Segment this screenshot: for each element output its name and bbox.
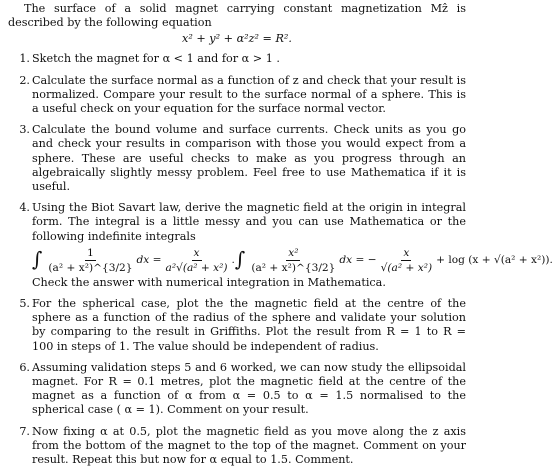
question-text: Using the Biot Savart law, derive the magnetic field at the origin in integral form. The integral is a little messy and you can use Mathematica or the following indefinite integrals — [32, 201, 466, 243]
differential: dx — [339, 254, 353, 267]
question-4 — [8, 201, 553, 290]
question-number: 7. — [19, 424, 30, 438]
question-4-followup: Check the answer with numerical integration in Mathematica. — [32, 275, 386, 289]
question-1 — [8, 52, 466, 66]
question-list — [8, 52, 553, 467]
question-text: For the spherical case, plot the the magnetic field at the centre of the sphere as a function of the radius of the sphere and validate your solution by comparing to the result in Griffiths. Plot the result from R = 1 to R = 100 in steps of 1. The value should be independent of radius. — [32, 297, 466, 353]
integral-2-integrand — [249, 247, 337, 274]
intro-text: The surface of a solid magnet carrying constant magnetization Mẑ is described by the following equation — [8, 2, 466, 30]
question-2 — [8, 74, 466, 117]
question-number: 4. — [19, 201, 30, 215]
result-numerator: x — [403, 246, 410, 259]
question-number: 1. — [19, 52, 30, 66]
integral-sign: ∫ — [32, 247, 43, 272]
log-term: + log (x + √(a² + x²)) — [436, 254, 550, 267]
question-number: 2. — [19, 73, 30, 87]
result-denominator: a²√(a² + x²) — [165, 261, 228, 274]
question-5 — [8, 297, 466, 354]
equals-sign: = — [355, 254, 365, 267]
result-denominator: √(a² + x²) — [380, 261, 433, 274]
differential: dx — [136, 254, 150, 267]
question-text: Assuming validation steps 5 and 6 worked, we can now study the ellipsoidal magnet. For R = 0.1 metres, plot the magnetic field at the centre of the magnet as a function of α from α = 0.5 to α = 1.5 normalised to the spherical case ( α = 1). Comment on your result. — [32, 360, 466, 417]
integral-1-integrand — [46, 247, 134, 274]
integrand-denominator: (a² + x²)^{3/2} — [48, 261, 133, 274]
question-text: Now fixing α at 0.5, plot the magnetic field as you move along the z axis from the bottom of the magnet to the top of the magnet. Comment on your result. Repeat this but now for α equal to 1.5. Comment. — [32, 424, 466, 467]
integral-sign: ∫ — [234, 247, 246, 272]
question-6 — [8, 361, 466, 418]
question-text: Sketch the magnet for α < 1 and for α > 1 . — [32, 52, 280, 66]
surface-equation: x² + y² + α²z² = R². — [182, 32, 292, 46]
integral-2-result — [379, 247, 434, 274]
integrand-numerator: x² — [288, 246, 299, 259]
integrand-denominator: (a² + x²)^{3/2} — [251, 261, 336, 274]
equals-sign: = — [152, 254, 162, 267]
question-number: 5. — [19, 297, 30, 311]
question-text: Calculate the bound volume and surface currents. Check units as you go and check your results in comparison with those you would expect from a sphere. These are useful checks to make as you progress through an algebraically slightly messy problem. Feel free to use Mathematica if it is useful. — [32, 123, 466, 194]
integrand-numerator: 1 — [87, 246, 94, 259]
integral-1-result — [164, 247, 230, 274]
question-text: Calculate the surface normal as a function of z and check that your result is normalized. Compare your result to the surface normal of a sphere. This is a useful check on your equation for the surface normal vector. — [32, 73, 466, 116]
question-7 — [8, 425, 466, 467]
indefinite-integrals: ∫ $\frac{1}{\text{(a² + x²)\textasciicircum{}\{3/2\}}}$ dx = $\frac{x}{\text{a²√(a² + x²)}}$ . ∫ $\frac{\text{x²}}{\text{(a² + x²)\textasciicircum{}\{3/2\}}}$ dx = − $\frac{x}{\text{√(a² + x²)}}$ + log (x + √(a² + x²)) . — [32, 246, 553, 274]
question-3 — [8, 123, 466, 194]
question-number: 6. — [19, 360, 30, 374]
question-number: 3. — [19, 123, 30, 137]
result-numerator: x — [193, 246, 200, 259]
